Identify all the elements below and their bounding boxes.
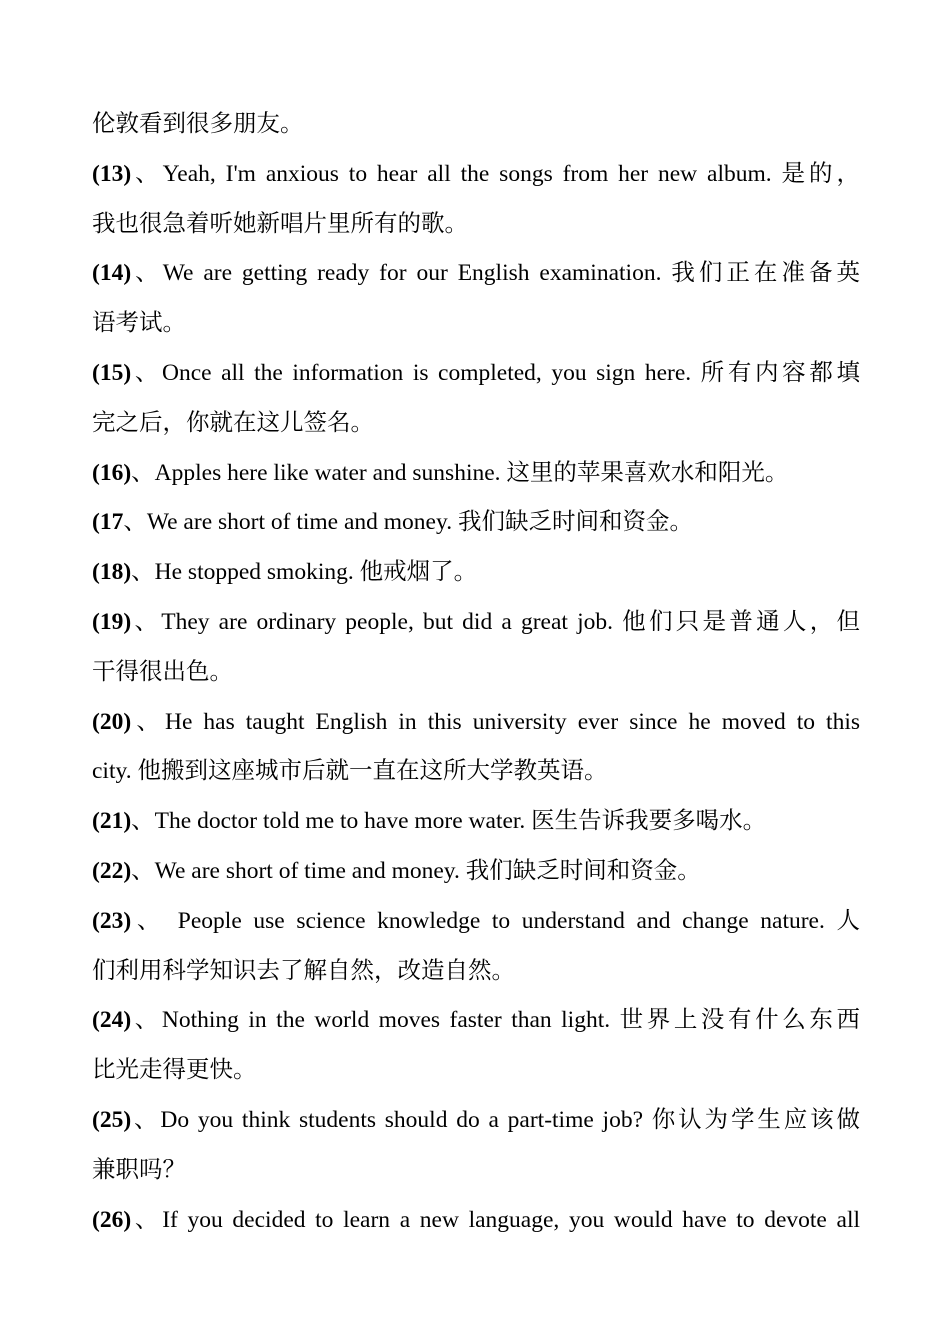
text-line-19 bbox=[92, 996, 860, 1046]
item-number: (14) bbox=[92, 260, 132, 287]
text-line-20 bbox=[92, 1046, 860, 1096]
text-line-10 bbox=[92, 548, 860, 598]
item-number: (15) bbox=[92, 359, 132, 386]
line-text: 、We are getting ready for our English examination. 我们正在准备英 bbox=[131, 260, 860, 287]
text-line-23 bbox=[92, 1196, 860, 1246]
text-line-18 bbox=[92, 947, 860, 997]
item-number: (13) bbox=[92, 160, 132, 187]
item-number: (26) bbox=[92, 1206, 132, 1233]
line-text: 伦敦看到很多朋友。 bbox=[92, 111, 304, 137]
line-text: 、Apples here like water and sunshine. 这里的苹果喜欢水和阳光。 bbox=[131, 459, 789, 486]
text-line-15 bbox=[92, 797, 860, 847]
text-line-8 bbox=[92, 449, 860, 499]
text-line-2 bbox=[92, 150, 860, 200]
line-text: 比光走得更快。 bbox=[92, 1057, 257, 1084]
item-number: (23) bbox=[92, 907, 132, 934]
line-text: 、 People use science knowledge to understand and change nature. 人 bbox=[131, 907, 860, 934]
line-text: 、We are short of time and money. 我们缺乏时间和资金。 bbox=[123, 509, 693, 536]
text-line-21 bbox=[92, 1096, 860, 1146]
text-line-14 bbox=[92, 747, 860, 797]
line-text: 我也很急着听她新唱片里所有的歌。 bbox=[92, 210, 468, 237]
line-text: 、They are ordinary people, but did a great job. 他们只是普通人，但 bbox=[131, 608, 860, 635]
line-text: 语考试。 bbox=[92, 310, 186, 337]
line-text: 、Yeah, I'm anxious to hear all the songs from her new album. 是的， bbox=[131, 160, 860, 187]
item-number: (22) bbox=[92, 857, 132, 884]
item-number: (19) bbox=[92, 608, 132, 635]
line-text: city. 他搬到这座城市后就一直在这所大学教英语。 bbox=[92, 758, 608, 785]
line-text: 、Do you think students should do a part-time job? 你认为学生应该做 bbox=[131, 1106, 860, 1133]
line-text: 们利用科学知识去了解自然，改造自然。 bbox=[92, 957, 515, 984]
item-number: (17 bbox=[92, 509, 124, 536]
line-text: 、Nothing in the world moves faster than light. 世界上没有什么东西 bbox=[131, 1007, 860, 1034]
item-number: (24) bbox=[92, 1007, 132, 1034]
document-page bbox=[92, 100, 860, 1245]
text-line-7 bbox=[92, 399, 860, 449]
text-line-17 bbox=[92, 897, 860, 947]
line-text: 、The doctor told me to have more water. 医生告诉我要多喝水。 bbox=[131, 808, 767, 835]
item-number: (21) bbox=[92, 808, 132, 835]
line-text: 、He stopped smoking. 他戒烟了。 bbox=[131, 559, 478, 586]
text-line-16 bbox=[92, 847, 860, 897]
item-number: (18) bbox=[92, 559, 132, 586]
line-text: 、If you decided to learn a new language, you would have to devote all bbox=[131, 1206, 860, 1233]
text-line-12 bbox=[92, 648, 860, 698]
item-number: (20) bbox=[92, 708, 132, 735]
text-line-5 bbox=[92, 299, 860, 349]
line-text: 、Once all the information is completed, you sign here. 所有内容都填 bbox=[131, 359, 860, 386]
line-text: 、We are short of time and money. 我们缺乏时间和资金。 bbox=[131, 857, 701, 884]
line-text: 、He has taught English in this university ever since he moved to this bbox=[131, 708, 860, 735]
text-line-13 bbox=[92, 698, 860, 748]
item-number: (25) bbox=[92, 1106, 132, 1133]
line-text: 干得很出色。 bbox=[92, 658, 233, 685]
text-line-11 bbox=[92, 598, 860, 648]
line-text: 兼职吗？ bbox=[92, 1156, 186, 1183]
text-line-1 bbox=[92, 100, 860, 150]
text-line-3 bbox=[92, 200, 860, 250]
text-line-9 bbox=[92, 498, 860, 548]
text-line-4 bbox=[92, 249, 860, 299]
text-line-22 bbox=[92, 1146, 860, 1196]
item-number: (16) bbox=[92, 459, 132, 486]
text-line-6 bbox=[92, 349, 860, 399]
line-text: 完之后，你就在这儿签名。 bbox=[92, 409, 374, 436]
